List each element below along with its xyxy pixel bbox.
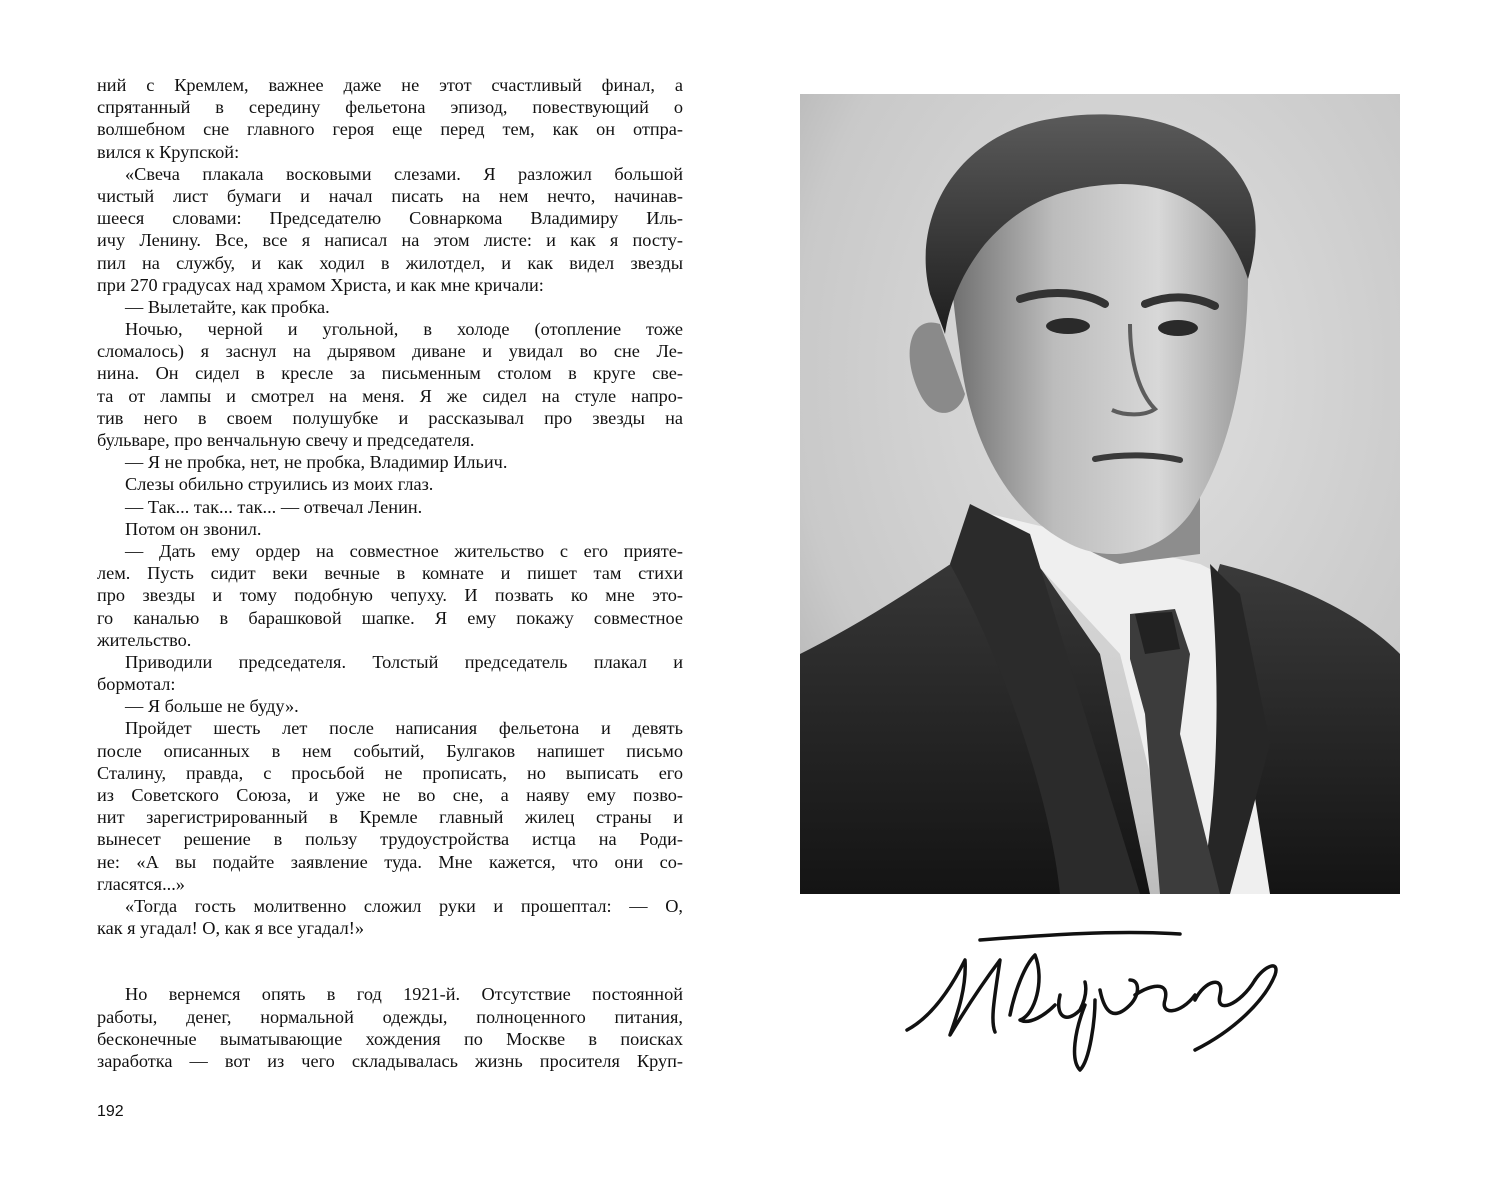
text-line: го каналью в барашковой шапке. Я ему покажу совместное xyxy=(97,607,683,628)
text-line: про звезды и тому подобную чепуху. И позвать ко мне это- xyxy=(97,585,683,606)
text-line: вынесет решение в пользу трудоустройства истца на Роди- xyxy=(97,829,683,850)
text-line: — Дать ему ордер на совместное жительство с его прияте- xyxy=(125,540,683,561)
author-portrait-photo xyxy=(800,94,1400,894)
text-line: работы, денег, нормальной одежды, полноценного питания, xyxy=(97,1006,683,1027)
text-line: «Тогда гость молитвенно сложил руки и прошептал: — О, xyxy=(125,895,683,916)
text-line: нина. Он сидел в кресле за письменным столом в круге све- xyxy=(97,363,683,384)
handwritten-signature xyxy=(895,920,1295,1085)
text-line: заработка — вот из чего складывалась жизнь просителя Круп- xyxy=(97,1050,683,1071)
text-line: пил на службу, и как ходил в жилотдел, и как видел звезды xyxy=(97,252,683,273)
text-line: — Так... так... так... — отвечал Ленин. xyxy=(125,496,423,517)
text-line: тив него в своем полушубке и рассказывал про звезды на xyxy=(97,407,683,428)
text-line: бесконечные выматывающие хождения по Москве в поисках xyxy=(97,1028,683,1049)
page-number: 192 xyxy=(97,1103,124,1120)
text-line: «Свеча плакала восковыми слезами. Я разложил большой xyxy=(125,163,683,184)
text-line: после описанных в нем событий, Булгаков напишет письмо xyxy=(97,740,683,761)
text-line: чистый лист бумаги и начал писать на нем нечто, начинав- xyxy=(97,185,683,206)
left-page-text xyxy=(97,74,683,1072)
text-line: та от лампы и смотрел на меня. Я же сидел на стуле напро- xyxy=(97,385,683,406)
text-line: волшебном сне главного героя еще перед тем, как он отпра- xyxy=(97,119,683,140)
text-line: Пройдет шесть лет после написания фельетона и девять xyxy=(125,718,683,739)
text-line: — Вылетайте, как пробка. xyxy=(125,296,330,317)
text-line: спрятанный в середину фельетона эпизод, повествующий о xyxy=(97,97,683,118)
text-line: — Я не пробка, нет, не пробка, Владимир Ильич. xyxy=(125,452,508,473)
text-line: — Я больше не буду». xyxy=(125,696,299,717)
text-line: Слезы обильно струились из моих глаз. xyxy=(125,474,434,495)
text-line: вился к Крупской: xyxy=(97,141,240,162)
portrait-image xyxy=(800,94,1400,894)
text-line: лем. Пусть сидит веки вечные в комнате и пишет там стихи xyxy=(97,563,683,584)
text-line: ичу Ленину. Все, все я написал на этом листе: и как я посту- xyxy=(97,230,683,251)
text-line: Сталину, правда, с просьбой не прописать, но выписать его xyxy=(97,762,683,783)
text-line: сломалось) я заснул на дырявом диване и увидал во сне Ле- xyxy=(97,341,683,362)
text-line: из Советского Союза, и уже не во сне, а наяву ему позво- xyxy=(97,785,683,805)
text-line: Но вернемся опять в год 1921-й. Отсутствие постоянной xyxy=(125,984,683,1005)
text-line: жительство. xyxy=(97,629,192,650)
text-line: ний с Кремлем, важнее даже не этот счастливый финал, а xyxy=(97,75,683,95)
text-line: бормотал: xyxy=(97,674,176,695)
text-line: как я угадал! О, как я все угадал!» xyxy=(97,918,364,939)
section-gap xyxy=(97,939,683,983)
text-line: Потом он звонил. xyxy=(125,518,262,539)
text-line: шееся словами: Председателю Совнаркома Владимиру Иль- xyxy=(97,208,683,229)
text-line: Приводили председателя. Толстый председатель плакал и xyxy=(125,651,683,672)
text-line: Ночью, черной и угольной, в холоде (отопление тоже xyxy=(125,319,683,340)
text-line: нит зарегистрированный в Кремле главный жилец страны и xyxy=(97,807,683,828)
text-line: бульваре, про венчальную свечу и председателя. xyxy=(97,430,475,450)
text-line: гласятся...» xyxy=(97,873,185,894)
text-line: не: «А вы подайте заявление туда. Мне кажется, что они со- xyxy=(97,851,683,872)
text-line: при 270 градусах над храмом Христа, и как мне кричали: xyxy=(97,274,544,295)
